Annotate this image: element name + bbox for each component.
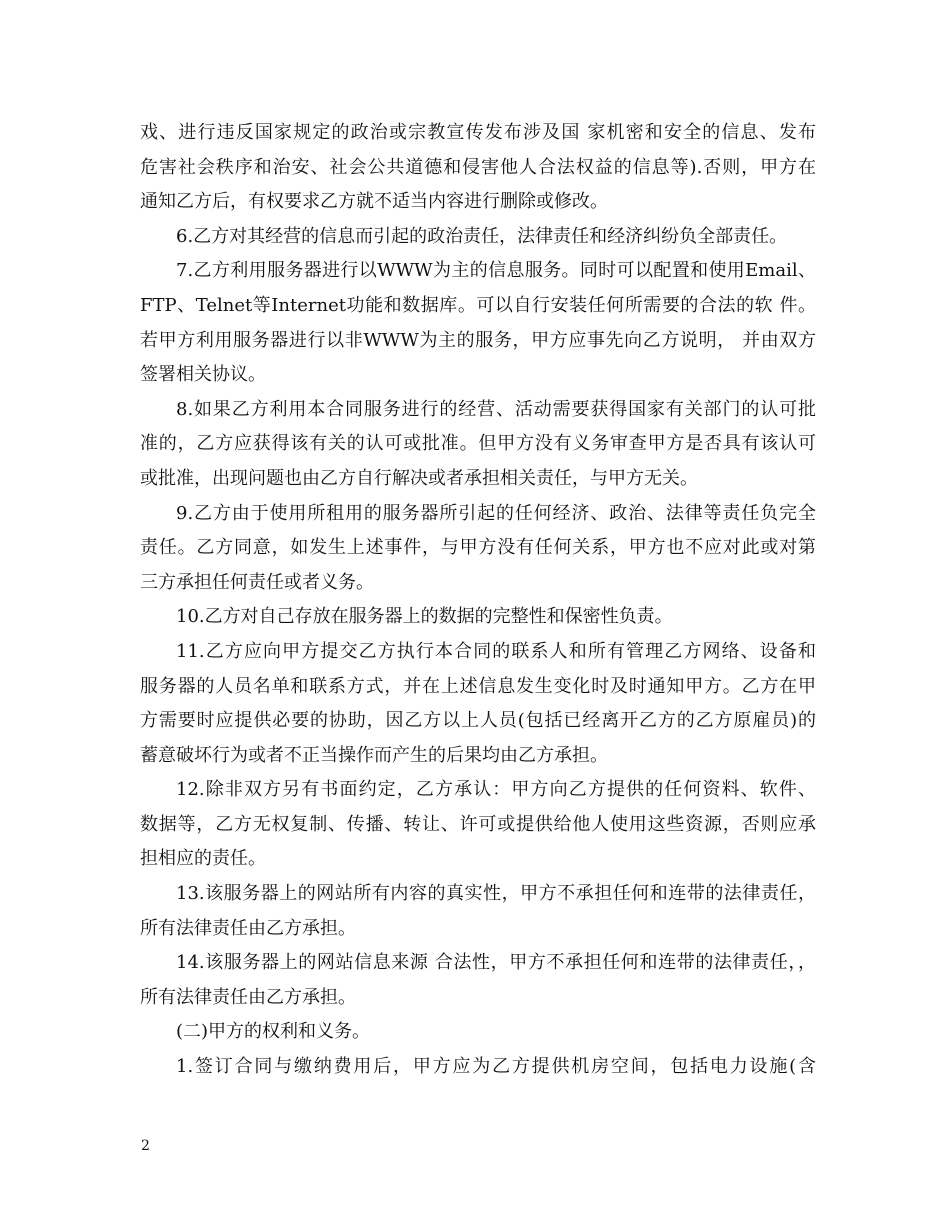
clause-7: 7.乙方利用服务器进行以WWW为主的信息服务。同时可以配置和使用Email、 (176, 260, 816, 282)
text-line: 蓄意破坏行为或者不正当操作而产生的后果均由乙方承担。 (140, 744, 608, 766)
text-line: 准的，乙方应获得该有关的认可或批准。但甲方没有义务审查甲方是否具有该认可 (140, 433, 816, 455)
text-line: 方需要时应提供必要的协助，因乙方以上人员(包括已经离开乙方的乙方原雇员)的 (140, 710, 816, 732)
text-line: 或批准，出现问题也由乙方自行解决或者承担相关责任，与甲方无关。 (140, 467, 698, 489)
text-line: 三方承担任何责任或者义务。 (140, 571, 374, 593)
text-line: FTP、Telnet等Internet功能和数据库。可以自行安装任何所需要的合法的软 件。 (140, 294, 816, 316)
clause-11: 11.乙方应向甲方提交乙方执行本合同的联系人和所有管理乙方网络、设备和 (176, 640, 816, 662)
text-line: 戏、进行违反国家规定的政治或宗教宣传发布涉及国 家机密和安全的信息、发布 (140, 122, 816, 143)
text-line: 担相应的责任。 (140, 848, 266, 870)
clause-10: 10.乙方对自己存放在服务器上的数据的完整性和保密性负责。 (176, 606, 673, 628)
page-number: 2 (141, 1138, 150, 1154)
clause-8: 8.如果乙方利用本合同服务进行的经营、活动需要获得国家有关部门的认可批 (176, 398, 816, 420)
text-line: 通知乙方后，有权要求乙方就不适当内容进行删除或修改。 (140, 191, 608, 213)
clause-14: 14.该服务器上的网站信息来源 合法性，甲方不承担任何和连带的法律责任，， (176, 952, 816, 974)
text-line: 若甲方利用服务器进行以非WWW为主的服务，甲方应事先向乙方说明， 并由双方 (140, 329, 816, 351)
text-line: 服务器的人员名单和联系方式，并在上述信息发生变化时及时通知甲方。乙方在甲 (140, 675, 816, 697)
clause-6: 6.乙方对其经营的信息而引起的政治责任，法律责任和经济纠纷负全部责任。 (176, 225, 788, 247)
section-heading: (二)甲方的权利和义务。 (176, 1021, 371, 1043)
text-line: 数据等，乙方无权复制、传播、转让、许可或提供给他人使用这些资源，否则应承 (140, 813, 816, 835)
text-line: 签署相关协议。 (140, 364, 266, 386)
clause-12: 12.除非双方另有书面约定，乙方承认：甲方向乙方提供的任何资料、软件、 (176, 779, 816, 801)
text-line: 危害社会秩序和治安、社会公共道德和侵害他人合法权益的信息等).否则，甲方在 (140, 156, 816, 178)
clause-13: 13.该服务器上的网站所有内容的真实性，甲方不承担任何和连带的法律责任， (176, 883, 816, 905)
clause-9: 9.乙方由于使用所租用的服务器所引起的任何经济、政治、法律等责任负完全 (176, 502, 816, 524)
section-2-clause-1: 1.签订合同与缴纳费用后，甲方应为乙方提供机房空间，包括电力设施(含 (176, 1056, 816, 1078)
text-line: 所有法律责任由乙方承担。 (140, 917, 356, 939)
text-line: 责任。乙方同意，如发生上述事件，与甲方没有任何关系，甲方也不应对此或对第 (140, 537, 816, 559)
contract-body-text (140, 116, 816, 1085)
text-line: 所有法律责任由乙方承担。 (140, 986, 356, 1008)
